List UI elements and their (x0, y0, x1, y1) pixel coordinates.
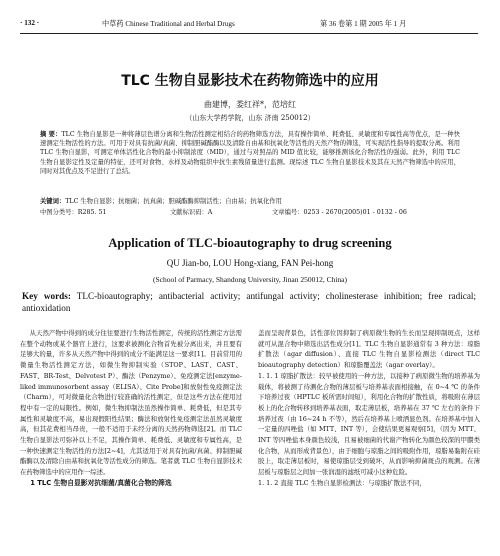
affiliation-en: (School of Parmacy, Shandong University, Jinan 250012, China) (152, 275, 347, 284)
abstract-text: TLC 生物自显影是一种将薄层色谱分离和生物活性测定相结合的药物筛选方法，具有操作简单、耗费低、灵敏度和专属性高等优点，是一种快速测定生物活性的方法。可用于对具有抗菌/真菌、抑制胆碱酯酶以及清除自由基和抗氧化等活性的天然产物的筛选，可实现活性指导的提取分离。利用 TLC 生物自显影，可测定单体活性化合物的最小抑制浓度（MID），通过与对照品的 MID 值比较，能够推测该化合物活性的强弱。此外，利用 TLC 生物自显影定性及定量的特征，还可对食物、水样及动物组织中抗生素残留量进行监测。现综述 TLC 生物自显影技术及其在天然产物筛选中的应用，同时对其优点及不足进行了总结。 (40, 131, 460, 175)
abstract-label: 摘 要： (40, 131, 62, 138)
page-number: · 132 · (20, 19, 40, 27)
article-title-en: Application of TLC-bioautography to drug screening (108, 236, 392, 250)
subsection-1-1-1: 1. 1. 1 琼脂扩散法：较早被使用的一种方法，以接种了病原微生物的培养基为载体，将被测了待测化合物的薄层板与培养基表面相接触，在 0~4 ℃ 的条件下培养过夜（HPTLC 板所需时间短），利用化合物的扩散性质，将吸附在薄层板上的化合物转移到培养基表面，取走薄层板，培养基在 37 ℃ 左右的条件下培养过夜（由 16~24 h 不等），然后在培养基上喷洒显色剂。在培养基中加入一定量的四唑盐（如 MTT、INT 等），会使结果更易观察[5]，（因为 MTT、INT 等四唑盐本身颜色较浅，且易被细菌的代谢产物转化为颜色较深的甲臜类化合物，从而形成背景色），由于细胞与琼脂之间的吸附作用，琼脂易黏附在硅胶上，取走薄层板时，易使琼脂层受到破坏，从而影响抑菌斑点的观测。在薄层板与琼脂层之间加一张润湿的滤纸可减小这种危险。 (258, 371, 480, 477)
article-title-cn: TLC 生物自显影技术在药物筛选中的应用 (121, 73, 379, 89)
issue-info: 第 36 卷第 1 期 2005 年 1 月 (320, 20, 407, 28)
keywords-en (22, 290, 476, 314)
authors-en: QU Jian-bo, LOU Hong-xiang, FAN Pei-hong (166, 258, 334, 268)
keywords-text-en: TLC-bioautography; antibacterial activity; antifungal activity; cholinesterase inhibition; free radical; antioxidation (22, 291, 477, 313)
keywords-label-en: Key words: (22, 291, 71, 301)
keywords-label-cn: 关键词： (40, 198, 66, 205)
abstract-cn (40, 130, 460, 176)
keywords-text-cn: TLC 生物自显影；抗细菌；抗真菌；胆碱酯酶抑制活性；自由基；抗氧化作用 (65, 198, 282, 205)
article-number: 文章编号：0253 - 2670(2005)01 - 0132 - 06 (272, 209, 407, 216)
intro-paragraph: 从天然产物中得到的成分往往要进行生物活性测定，传统的活性测定方法需在整个动物或某个器官上进行，这要求被测化合物首先被分离出来，并且要有足够大的量，许多从天然产物中得到的成分不能满足这一要求[1]。目前常用的微量生物活性测定方法，如微生物抑制实验（STOP、LAST、CAST、FAST、BR-Test、Delvotest P）、酶法（Penzyme）、免疫测定法[enzyme-liked immunosorbent assay（ELISA）、Cite Probe]和放射性免疫测定法（Charm），可对微量化合物进行较准确的活性测定，但是这些方法在使用过程中有一定的局限性。例如，微生物抑制法虽然操作简单、耗费低，但是其专属性和灵敏度不高，易出现假阳性结果；酶法和放射性免疫测定法虽然灵敏度高，但其花费相当昂贵，一般不适用于未经分离的天然药物筛选[2]。而 TLC 生物自显影法可弥补以上不足，其操作简单、耗费低、灵敏度和专属性高，是一种快速测定生物活性的方法[2~4]，尤其适用于对具有抗菌/真菌、抑制胆碱酯酶以及清除自由基和抗氧化等活性成分的筛选。笔者就 TLC 生物自显影技术在药物筛选中的应用作一综述。 (20, 329, 242, 477)
header-rule (20, 33, 478, 34)
keywords-cn (40, 196, 460, 205)
subsection-1-1-2: 1. 1. 2 直接 TLC 生物自显影检测法：与琼脂扩散法不同， (258, 478, 426, 487)
continued-paragraph: 盖而呈现背景色，活性部位因抑制了病原微生物的生长而呈现抑制斑点，这样就可从混合物中筛选出活性成分[1]。TLC 生物自显影通常有 3 种方法：琼脂扩散法（agar diffusion）、直接 TLC 生物自显影检测法（direct TLC bioautography detection）和琼脂覆盖法（agar overlay）。 (258, 329, 480, 370)
journal-name: 中草药 Chinese Traditional and Herbal Drugs (102, 20, 235, 28)
body-column-right (258, 328, 480, 489)
running-header (20, 18, 478, 32)
body-column-left (20, 328, 242, 489)
affiliation-cn: （山东大学药学院，山东 济南 250012） (185, 114, 315, 122)
document-code: 文献标识码：A (170, 209, 213, 216)
clc-number: 中图分类号：R285. 51 (40, 209, 107, 216)
authors-cn: 曲建博，娄红祥*，范培红 (204, 100, 296, 109)
section-heading-1: 1 TLC 生物自显影对抗细菌/真菌化合物的筛选 (30, 478, 172, 487)
